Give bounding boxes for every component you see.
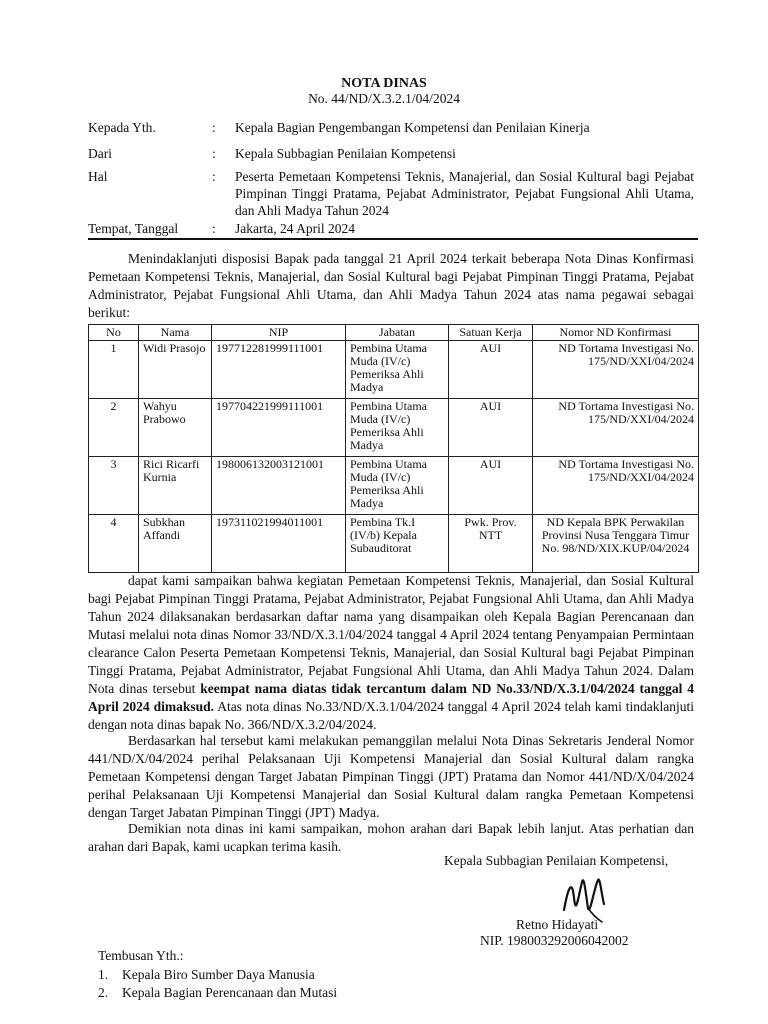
cell-satuan-kerja: AUI (449, 341, 533, 399)
signatory-nip: NIP. 198003292006042002 (480, 933, 629, 948)
meta-colon: : (212, 120, 216, 135)
cell-jabatan: Pembina Tk.I (IV/b) Kepala Subauditorat (346, 515, 449, 573)
cell-nama: Widi Prasojo (139, 341, 212, 399)
list-item-text: Kepala Bagian Perencanaan dan Mutasi (122, 985, 338, 1000)
header-nip: NIP (212, 325, 346, 341)
cell-jabatan: Pembina Utama Muda (IV/c) Pemeriksa Ahli Madya (346, 341, 449, 399)
main-paragraph-text: dapat kami sampaikan bahwa kegiatan Pemetaan Kompetensi Teknis, Manajerial, dan Sosial Kultural bagi Pejabat Pimpinan Tinggi Pratama, Pejabat Administrator, Pejabat Fungsional Ahli Utama, dan Ahli Madya Tahun 2024 dilaksanakan berdasarkan daftar nama yang disampaikan oleh Kepala Bagian Perencanaan dan Mutasi melalui nota dinas Nomor 33/ND/X.3.1/04/2024 tanggal 4 April 2024 tentang Penyampaian Permintaan clearance Calon Peserta Pemetaan Kompetensi Teknis, Manajerial, dan Sosial Kultural bagi Pejabat Pimpinan Tinggi Pratama, Pejabat Administrator, Pejabat Fungsional Ahli Utama, dan Ahli Madya Tahun 2024. Dalam Nota dinas tersebut (88, 573, 694, 696)
cell-nomor-nd: ND Tortama Investigasi No. 175/ND/XXI/04/2024 (533, 399, 699, 457)
cell-nomor-nd: ND Kepala BPK Perwakilan Provinsi Nusa Tenggara Timur No. 98/ND/XIX.KUP/04/2024 (533, 515, 699, 573)
signatory-position: Kepala Subbagian Penilaian Kompetensi, (444, 853, 669, 868)
meta-value: Kepala Subbagian Penilaian Kompetensi (235, 146, 456, 161)
signatory-name: Retno Hidayati (516, 917, 599, 932)
document-title: NOTA DINAS (341, 76, 427, 91)
table-row (89, 399, 699, 457)
cell-nomor-nd: ND Tortama Investigasi No. 175/ND/XXI/04/2024 (533, 341, 699, 399)
list-item-text: Kepala Biro Sumber Daya Manusia (122, 967, 315, 982)
tembusan-list (98, 966, 337, 1002)
list-item-number: 1. (98, 967, 109, 982)
cell-no: 4 (89, 515, 139, 573)
header-nomor-nd: Nomor ND Konfirmasi (533, 325, 699, 341)
header-satuan-kerja: Satuan Kerja (449, 325, 533, 341)
cell-satuan-kerja: Pwk. Prov. NTT (449, 515, 533, 573)
meta-value: Jakarta, 24 April 2024 (235, 221, 355, 236)
intro-paragraph: Menindaklanjuti disposisi Bapak pada tanggal 21 April 2024 terkait beberapa Nota Dinas Konfirmasi Pemetaan Kompetensi Teknis, Manajerial, dan Sosial Kultural bagi Pejabat Pimpinan Tinggi Pratama, Pejabat Administrator, Pejabat Fungsional Ahli Utama, dan Ahli Madya Tahun 2024 atas nama pegawai sebagai berikut: (88, 251, 694, 320)
cell-satuan-kerja: AUI (449, 457, 533, 515)
document-number: No. 44/ND/X.3.2.1/04/2024 (308, 91, 460, 106)
list-item-number: 2. (98, 985, 109, 1000)
list-item (98, 984, 337, 1002)
meta-value: Peserta Pemetaan Kompetensi Teknis, Manajerial, dan Sosial Kultural bagi Pejabat Pimpinan Tinggi Pratama, Pejabat Administrator, Pejabat Fungsional Ahli Utama, dan Ahli Madya Tahun 2024 (235, 169, 694, 218)
meta-label: Tempat, Tanggal (88, 221, 179, 236)
table-row (89, 341, 699, 399)
meta-colon: : (212, 146, 216, 161)
cell-jabatan: Pembina Utama Muda (IV/c) Pemeriksa Ahli Madya (346, 399, 449, 457)
cell-nama: Wahyu Prabowo (139, 399, 212, 457)
cell-nomor-nd: ND Tortama Investigasi No. 175/ND/XXI/04/2024 (533, 457, 699, 515)
closing-paragraph: Demikian nota dinas ini kami sampaikan, mohon arahan dari Bapak lebih lanjut. Atas perhatian dan arahan dari Bapak, kami ucapkan terima kasih. (88, 821, 694, 854)
main-paragraph (88, 572, 694, 734)
cell-nip: 198006132003121001 (212, 457, 346, 515)
meta-value: Kepala Bagian Pengembangan Kompetensi dan Penilaian Kinerja (235, 120, 590, 135)
header-jabatan: Jabatan (346, 325, 449, 341)
header-no: No (89, 325, 139, 341)
cell-nama: Subkhan Affandi (139, 515, 212, 573)
header-divider (88, 238, 698, 240)
cell-nama: Rici Ricarfi Kurnia (139, 457, 212, 515)
table-row (89, 457, 699, 515)
meta-colon: : (212, 221, 216, 236)
main-paragraph-emphasis: keempat nama diatas tidak tercantum dalam ND No.33/ND/X.3.1/04/2024 tanggal 4 April 2024 dimaksud. (88, 681, 694, 714)
cell-jabatan: Pembina Utama Muda (IV/c) Pemeriksa Ahli Madya (346, 457, 449, 515)
meta-label: Hal (88, 169, 108, 184)
cell-nip: 197704221999111001 (212, 399, 346, 457)
employee-table (88, 324, 699, 573)
tembusan-title: Tembusan Yth.: (98, 948, 184, 963)
cell-no: 2 (89, 399, 139, 457)
meta-colon: : (212, 169, 216, 184)
list-item (98, 966, 337, 984)
cell-nip: 197311021994011001 (212, 515, 346, 573)
header-nama: Nama (139, 325, 212, 341)
cell-no: 3 (89, 457, 139, 515)
cell-no: 1 (89, 341, 139, 399)
table-row (89, 515, 699, 573)
meta-label: Kepada Yth. (88, 120, 156, 135)
cell-satuan-kerja: AUI (449, 399, 533, 457)
meta-label: Dari (88, 146, 112, 161)
table-header-row (89, 325, 699, 341)
cell-nip: 197712281999111001 (212, 341, 346, 399)
main-paragraph-tail: Atas nota dinas No.33/ND/X.3.1/04/2024 tanggal 4 April 2024 telah kami tindaklanjuti dengan nota dinas bapak No. 366/ND/X.3.2/04/2024. (88, 699, 694, 732)
basis-paragraph: Berdasarkan hal tersebut kami melakukan pemanggilan melalui Nota Dinas Sekretaris Jenderal Nomor 441/ND/X/04/2024 perihal Pelaksanaan Uji Kompetensi Manajerial dan Sosial Kultural dalam rangka Pemetaan Kompetensi dengan Target Jabatan Pimpinan Tinggi (JPT) Pratama dan Nomor 441/ND/X/04/2024 perihal Pelaksanaan Uji Kompetensi Manajerial dan Sosial Kultural dalam rangka Pemetaan Kompetensi dengan Target Jabatan Pimpinan Tinggi (JPT) Madya. (88, 733, 694, 820)
